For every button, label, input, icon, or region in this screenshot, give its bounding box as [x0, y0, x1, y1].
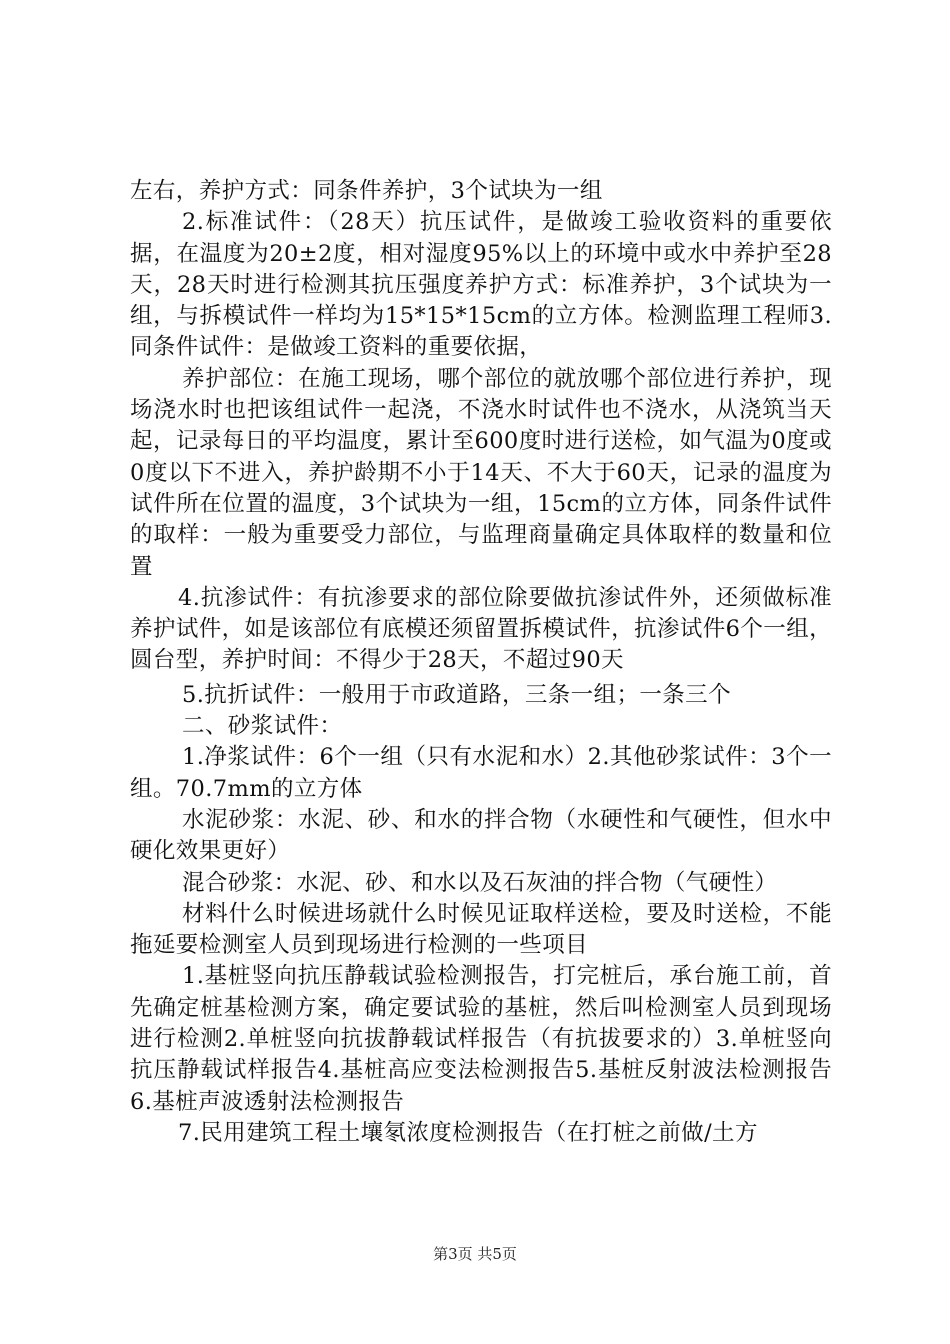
paragraph-curing-location: 养护部位：在施工现场，哪个部位的就放哪个部位进行养护，现场浇水时也把该组试件一起浇，不浇水时试件也不浇水，从浇筑当天起，记录每日的平均温度，累计至600度时进行送检，如气温为0度或0度以下不进入，养护龄期不小于14天、不大于60天，记录的温度为试件所在位置的温度，3个试块为一组，15cm的立方体，同条件试件的取样：一般为重要受力部位，与监理商量确定具体取样的数量和位置 — [130, 365, 832, 580]
paragraph-impermeability-specimen: 4.抗渗试件：有抗渗要求的部位除要做抗渗试件外，还须做标准养护试件，如是该部位有底模还须留置拆模试件，抗渗试件6个一组，圆台型，养护时间：不得少于28天，不超过90天 — [130, 584, 832, 674]
page-footer: 第3页 共5页 — [433, 1245, 517, 1263]
paragraph-radon-testing: 7.民用建筑工程土壤氡浓度检测报告（在打桩之前做/土方 — [178, 1119, 758, 1146]
paragraph-pile-testing: 1.基桩竖向抗压静载试验检测报告，打完桩后，承台施工前，首先确定桩基检测方案，确定要试验的基桩，然后叫检测室人员到现场进行检测2.单桩竖向抗拔静载试样报告（有抗拔要求的）3.单桩竖向抗压静载试样报告4.基桩高应变法检测报告5.基桩反射波法检测报告6.基桩声波透射法检测报告 — [130, 963, 832, 1115]
section-heading-mortar: 二、砂浆试件： — [182, 713, 343, 740]
paragraph-mixed-mortar: 混合砂浆：水泥、砂、和水以及石灰油的拌合物（气硬性） — [182, 869, 778, 896]
paragraph-continuation: 左右，养护方式：同条件养护，3个试块为一组 — [130, 178, 603, 204]
paragraph-sampling-timing: 材料什么时候进场就什么时候见证取样送检，要及时送检，不能拖延要检测室人员到现场进行检测的一些项目 — [130, 900, 832, 959]
document-body — [130, 176, 832, 1149]
paragraph-paste-specimen: 1.净浆试件：6个一组（只有水泥和水）2.其他砂浆试件：3个一组。70.7mm的立方体 — [130, 744, 832, 802]
paragraph-flexural-specimen: 5.抗折试件：一般用于市政道路，三条一组；一条三个 — [182, 681, 731, 708]
paragraph-standard-specimen: 2.标准试件：（28天）抗压试件，是做竣工验收资料的重要依据，在温度为20±2度，相对湿度95%以上的环境中或水中养护至28天，28天时进行检测其抗压强度养护方式：标准养护，3个试块为一组，与拆模试件一样均为15*15*15cm的立方体。检测监理工程师3.同条件试件：是做竣工资料的重要依据， — [130, 209, 832, 361]
paragraph-cement-mortar: 水泥砂浆：水泥、砂、和水的拌合物（水硬性和气硬性，但水中硬化效果更好） — [130, 806, 832, 865]
